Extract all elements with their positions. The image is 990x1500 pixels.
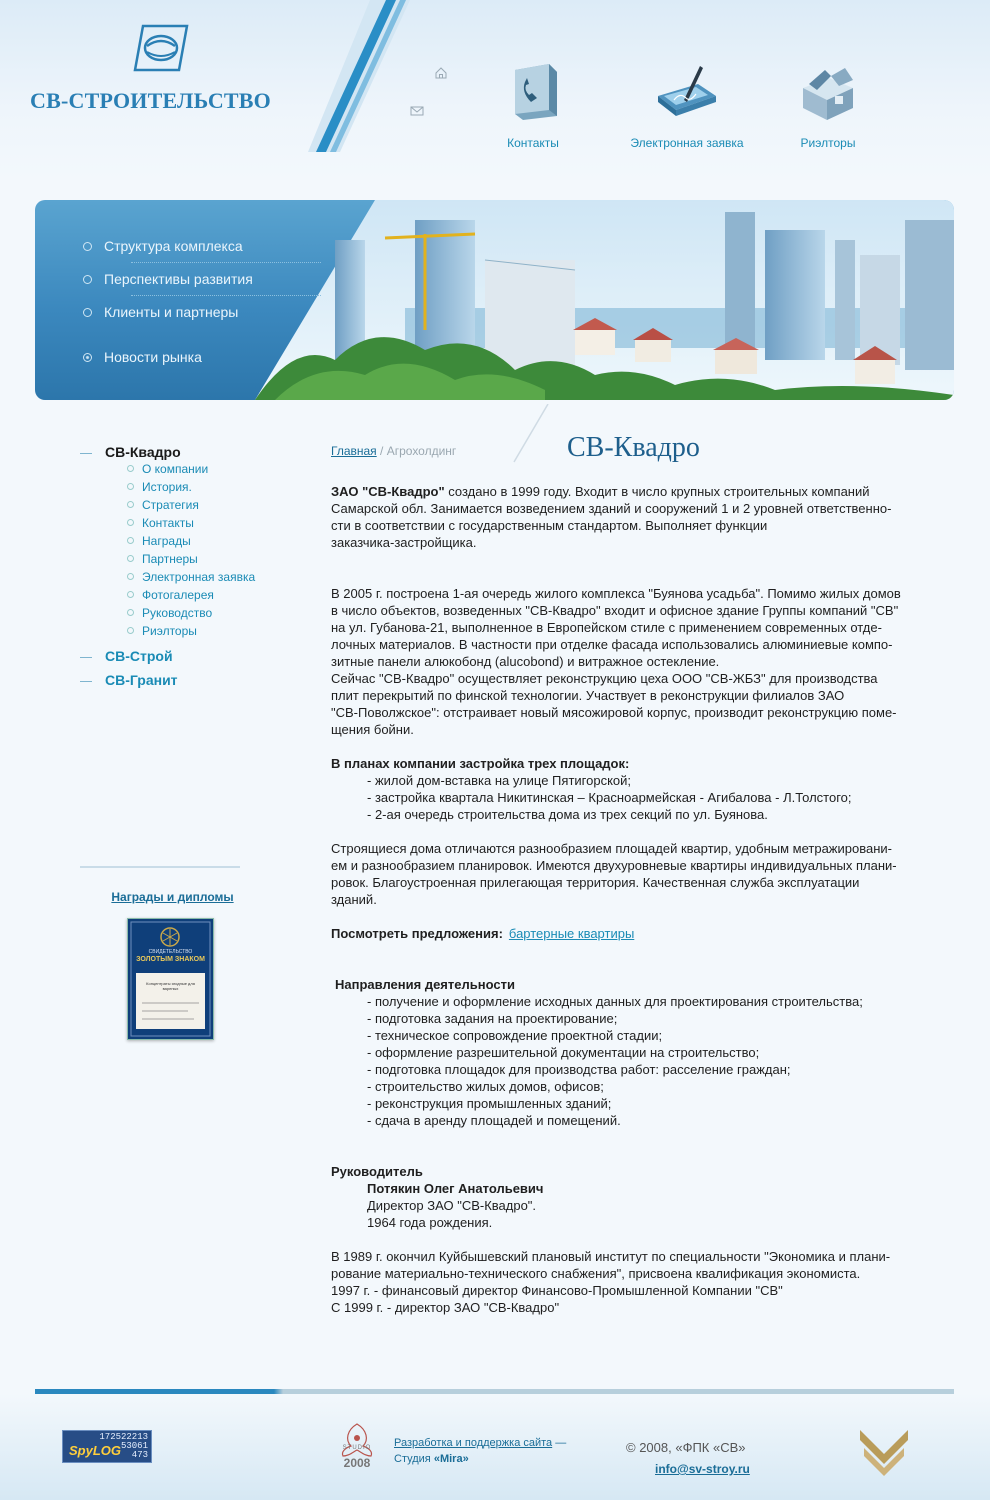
phone-icon bbox=[503, 60, 563, 122]
breadcrumb bbox=[331, 444, 456, 458]
counter-logo: SpyLOG bbox=[69, 1443, 122, 1458]
sidebar-section-sv-stroy[interactable]: СВ-Строй bbox=[80, 648, 173, 664]
company-logo-icon[interactable] bbox=[133, 24, 189, 72]
banner-item-prospects[interactable]: Перспективы развития bbox=[83, 271, 253, 287]
directions-heading: Направления деятельности bbox=[335, 977, 515, 992]
circle-bullet-icon bbox=[127, 483, 134, 490]
nav-contacts[interactable] bbox=[458, 60, 608, 150]
sidebar-item-electronic-request[interactable]: Электронная заявка bbox=[127, 570, 255, 588]
sidebar-item-contacts[interactable]: Контакты bbox=[127, 516, 255, 534]
circle-bullet-icon bbox=[127, 627, 134, 634]
circle-bullet-icon bbox=[127, 573, 134, 580]
city-skyline-image bbox=[255, 200, 954, 400]
chevron-logo-icon bbox=[858, 1426, 910, 1482]
plans-item: - застройка квартала Никитинская – Красноармейская - Агибалова - Л.Толстого; bbox=[367, 790, 852, 805]
header-diagonal-stripes bbox=[300, 0, 410, 152]
bullet-icon bbox=[83, 275, 92, 284]
breadcrumb-home-link[interactable]: Главная bbox=[331, 444, 377, 458]
developer-credit: Разработка и поддержка сайта — bbox=[394, 1437, 567, 1449]
circle-bullet-icon bbox=[127, 465, 134, 472]
studio-label: STUDIO bbox=[342, 1445, 372, 1451]
nav-contacts-label: Контакты bbox=[507, 136, 559, 150]
sidebar-section-sv-granit[interactable]: СВ-Гранит bbox=[80, 672, 178, 688]
awards-link[interactable]: Награды и дипломы bbox=[111, 890, 234, 904]
page-title: СВ-Квадро bbox=[567, 432, 700, 463]
crosshair-icon bbox=[83, 353, 92, 362]
nav-realtors-label: Риэлторы bbox=[800, 136, 856, 150]
counter-month: 53061 bbox=[120, 1441, 148, 1451]
history-line: Сейчас "СВ-Квадро" осуществляет реконструкцию цеха ООО "СВ-ЖБЗ" для производства bbox=[331, 671, 878, 686]
mail-icon[interactable] bbox=[410, 105, 424, 117]
sidebar-divider bbox=[80, 866, 240, 868]
dash-icon bbox=[80, 657, 92, 658]
brand-title: СВ-СТРОИТЕЛЬСТВО bbox=[30, 88, 271, 113]
counter-total: 172522213 bbox=[99, 1432, 148, 1442]
dash-icon bbox=[80, 681, 92, 682]
studio-credit: Студия «Mira» bbox=[394, 1453, 469, 1465]
directions-item: - реконструкция промышленных зданий; bbox=[367, 1096, 612, 1111]
directions-item: - подготовка площадок для производства работ: расселение граждан; bbox=[367, 1062, 791, 1077]
award-top-text: СВИДЕТЕЛЬСТВО bbox=[148, 949, 193, 955]
head-birth: 1964 года рождения. bbox=[367, 1215, 493, 1230]
breadcrumb-current: Агрохолдинг bbox=[386, 444, 457, 458]
sidebar-item-realtors[interactable]: Риэлторы bbox=[127, 624, 255, 642]
sidebar-item-partners[interactable]: Партнеры bbox=[127, 552, 255, 570]
tablet-pen-icon bbox=[654, 60, 720, 122]
breadcrumb-separator: / bbox=[380, 444, 384, 458]
award-emblem-icon bbox=[128, 919, 213, 1039]
banner-item-clients[interactable]: Клиенты и партнеры bbox=[83, 304, 238, 320]
bullet-icon bbox=[83, 308, 92, 317]
studio-name[interactable]: «Mira» bbox=[433, 1453, 469, 1465]
plans-item: - 2-ая очередь строительства дома из трех секций по ул. Буянова. bbox=[367, 807, 768, 822]
copyright: © 2008, «ФПК «СВ» bbox=[626, 1440, 746, 1455]
bio-line: 1997 г. - финансовый директор Финансово-Промышленной Компании "СВ" bbox=[331, 1283, 783, 1298]
circle-bullet-icon bbox=[127, 501, 134, 508]
barter-apartments-link[interactable]: бартерные квартиры bbox=[508, 926, 635, 941]
intro-line: сти в соответствии с государственным стандартом. Выполняет функции bbox=[331, 518, 768, 533]
features-line: ем и разнообразием планировок. Имеются двухуровневые квартиры индивидуальных плани- bbox=[331, 858, 897, 873]
plans-heading: В планах компании застройка трех площадок: bbox=[331, 756, 630, 771]
history-line: "СВ-Поволжское": отстраивает новый мясожировой корпус, производит реконструкцию поме- bbox=[331, 705, 897, 720]
banner-divider bbox=[131, 295, 321, 296]
sidebar-section-sv-kvadro[interactable]: СВ-Квадро bbox=[80, 444, 181, 460]
history-line: плит перекрытий по финской технологии. Участвует в реконструкции филиалов ЗАО bbox=[331, 688, 845, 703]
intro-line: ЗАО "СВ-Квадро" создано в 1999 году. Входит в число крупных строительных компаний bbox=[331, 484, 870, 499]
banner-item-news[interactable]: Новости рынка bbox=[83, 349, 202, 365]
bullet-icon bbox=[83, 242, 92, 251]
award-certificate-image[interactable] bbox=[127, 918, 214, 1040]
head-position: Директор ЗАО "СВ-Квадро". bbox=[367, 1198, 537, 1213]
bio-line: С 1999 г. - директор ЗАО "СВ-Квадро" bbox=[331, 1300, 560, 1315]
head-name: Потякин Олег Анатольевич bbox=[367, 1181, 544, 1196]
email-link[interactable]: info@sv-stroy.ru bbox=[655, 1462, 750, 1476]
history-line: В 2005 г. построена 1-ая очередь жилого комплекса "Буянова усадьба". Помимо жилых домов bbox=[331, 586, 901, 601]
studio-year: 2008 bbox=[343, 1456, 371, 1470]
offers-label: Посмотреть предложения: bbox=[331, 926, 503, 941]
circle-bullet-icon bbox=[127, 537, 134, 544]
sidebar-item-about[interactable]: О компании bbox=[127, 462, 255, 480]
plans-item: - жилой дом-вставка на улице Пятигорской; bbox=[367, 773, 632, 788]
directions-item: - техническое сопровождение проектной стадии; bbox=[367, 1028, 663, 1043]
article-body bbox=[331, 483, 961, 1316]
directions-item: - оформление разрешительной документации на строительство; bbox=[367, 1045, 760, 1060]
sidebar-item-photo-gallery[interactable]: Фотогалерея bbox=[127, 588, 255, 606]
features-line: Строящиеся дома отличаются разнообразием площадей квартир, удобным метражировани- bbox=[331, 841, 892, 856]
nav-electronic-request-label: Электронная заявка bbox=[630, 136, 744, 150]
counter-today: 473 bbox=[131, 1450, 148, 1460]
directions-item: - подготовка задания на проектирование; bbox=[367, 1011, 618, 1026]
history-line: щения бойни. bbox=[331, 722, 414, 737]
intro-line: заказчика-застройщика. bbox=[331, 535, 477, 550]
developer-link[interactable]: Разработка и поддержка сайта bbox=[394, 1437, 553, 1449]
banner-divider bbox=[131, 262, 321, 263]
features-line: ровок. Благоустроенная прилегающая территория. Качественная служба эксплуатации bbox=[331, 875, 860, 890]
circle-bullet-icon bbox=[127, 555, 134, 562]
nav-electronic-request[interactable] bbox=[612, 60, 762, 150]
history-line: на ул. Губанова-21, выполненное в Европейском стиле с применением современных отде- bbox=[331, 620, 882, 635]
company-name: ЗАО "СВ-Квадро" bbox=[331, 484, 445, 499]
hero-banner bbox=[35, 200, 954, 400]
bio-line: В 1989 г. окончил Куйбышевский плановый институт по специальности "Экономика и плани- bbox=[331, 1249, 891, 1264]
sidebar-item-strategy[interactable]: Стратегия bbox=[127, 498, 255, 516]
nav-realtors[interactable] bbox=[753, 60, 903, 150]
directions-item: - сдача в аренду площадей и помещений. bbox=[367, 1113, 621, 1128]
circle-bullet-icon bbox=[127, 519, 134, 526]
sidebar-item-history[interactable]: История. bbox=[127, 480, 255, 498]
offers-line bbox=[331, 925, 961, 942]
history-line: лочных материалов. В частности при отделке фасада использовались алюминиевые компо- bbox=[331, 637, 893, 652]
award-main-text: ЗОЛОТЫМ ЗНАКОМ bbox=[136, 956, 205, 963]
bio-line: рование материально-технического снабжения", присвоена квалификация экономиста. bbox=[331, 1266, 861, 1281]
circle-bullet-icon bbox=[127, 591, 134, 598]
dash-icon bbox=[80, 453, 92, 454]
features-line: зданий. bbox=[331, 892, 377, 907]
sidebar-submenu bbox=[127, 462, 255, 642]
house-box-icon bbox=[795, 60, 861, 122]
directions-item: - получение и оформление исходных данных для проектирования строительства; bbox=[367, 994, 863, 1009]
spylog-counter[interactable] bbox=[62, 1430, 152, 1463]
history-line: зитные панели алюкобонд (alucobond) и витражное остекление. bbox=[331, 654, 720, 669]
home-icon[interactable] bbox=[434, 66, 448, 80]
sidebar-item-management[interactable]: Руководство bbox=[127, 606, 255, 624]
sidebar-item-awards[interactable]: Награды bbox=[127, 534, 255, 552]
circle-bullet-icon bbox=[127, 609, 134, 616]
directions-item: - строительство жилых домов, офисов; bbox=[367, 1079, 604, 1094]
content-diagonal-divider bbox=[510, 404, 550, 464]
intro-line: Самарской обл. Занимается возведением зданий и сооружений 1 и 2 уровней ответственно- bbox=[331, 501, 892, 516]
history-line: в число объектов, возведенных "СВ-Квадро" входит и офисное здание Группы компаний "СВ" bbox=[331, 603, 899, 618]
award-body-text: Концентраты ягодные для вареных bbox=[146, 981, 195, 991]
banner-item-structure[interactable]: Структура комплекса bbox=[83, 238, 243, 254]
head-heading: Руководитель bbox=[331, 1164, 423, 1179]
